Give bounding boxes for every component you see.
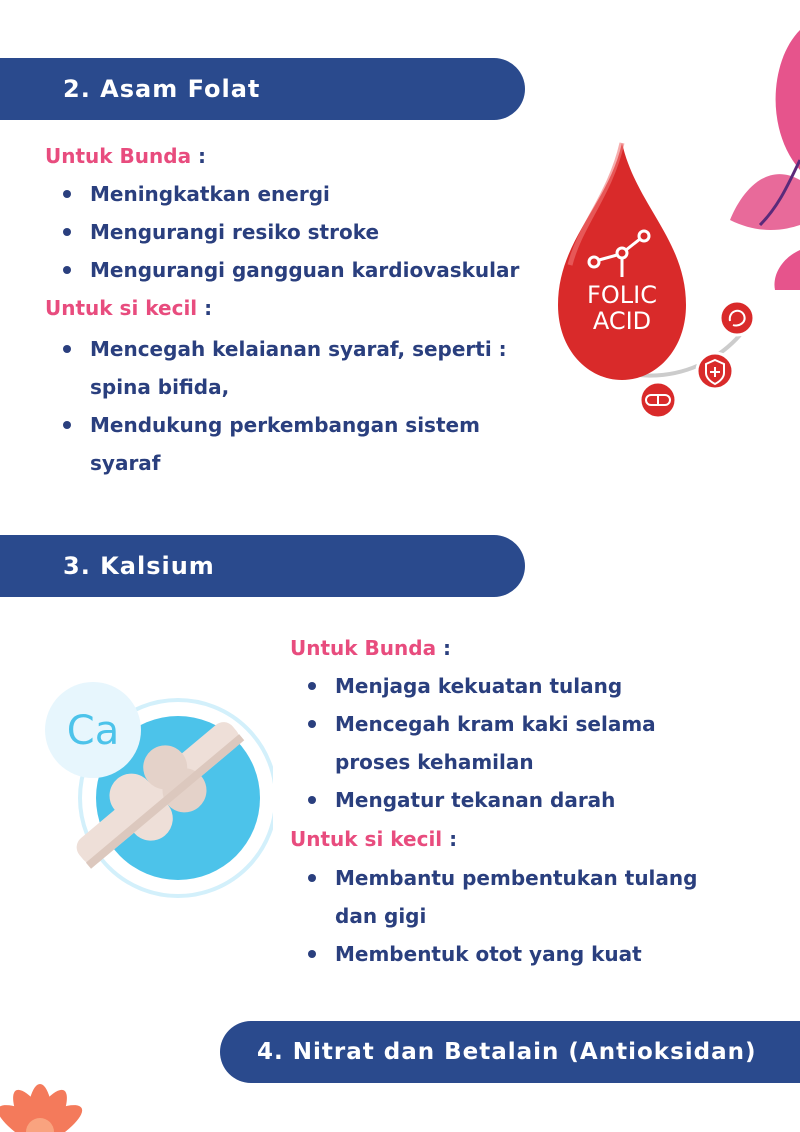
list-item: Mencegah kram kaki selama proses kehamilan: [290, 705, 680, 781]
subheading-untuk-si-kecil: Untuk si kecil :: [45, 296, 213, 320]
acid-label: ACID: [592, 307, 652, 335]
list-item: Mengatur tekanan darah: [290, 781, 680, 819]
list-item: Mencegah kelaianan syaraf, seperti : spina bifida,: [45, 330, 535, 406]
list-item: Mengurangi gangguan kardiovaskular: [45, 251, 545, 289]
orange-flower-decoration: [0, 1070, 110, 1132]
kalsium-bunda-list: [290, 667, 680, 819]
capsule-icon: [640, 382, 676, 418]
section-banner-nitrat-betalain: [220, 1021, 800, 1083]
list-item: Meningkatkan energi: [45, 175, 545, 213]
folic-acid-drop-illustration: [540, 135, 770, 425]
subheading-untuk-bunda: Untuk Bunda :: [45, 144, 207, 168]
section-banner-kalsium: [0, 535, 525, 597]
folat-kecil-list: [45, 330, 535, 482]
section-title: 2. Asam Folat: [63, 75, 261, 103]
list-item: Mengurangi resiko stroke: [45, 213, 545, 251]
list-item: Membentuk otot yang kuat: [290, 935, 730, 973]
calcium-bone-illustration: [38, 668, 273, 903]
kalsium-kecil-list: [290, 859, 730, 973]
section-title: 4. Nitrat dan Betalain (Antioksidan): [257, 1039, 757, 1065]
folat-bunda-list: [45, 175, 545, 289]
subheading-untuk-bunda: Untuk Bunda :: [290, 636, 452, 660]
section-title: 3. Kalsium: [63, 552, 215, 580]
calcium-symbol: Ca: [66, 708, 120, 754]
list-item: Membantu pembentukan tulang dan gigi: [290, 859, 730, 935]
fetus-icon: [720, 301, 754, 335]
shield-icon: [697, 353, 733, 389]
subheading-untuk-si-kecil: Untuk si kecil :: [290, 827, 458, 851]
list-item: Mendukung perkembangan sistem syaraf: [45, 406, 535, 482]
section-banner-asam-folat: [0, 58, 525, 120]
folic-label: FOLIC: [587, 281, 657, 309]
list-item: Menjaga kekuatan tulang: [290, 667, 680, 705]
